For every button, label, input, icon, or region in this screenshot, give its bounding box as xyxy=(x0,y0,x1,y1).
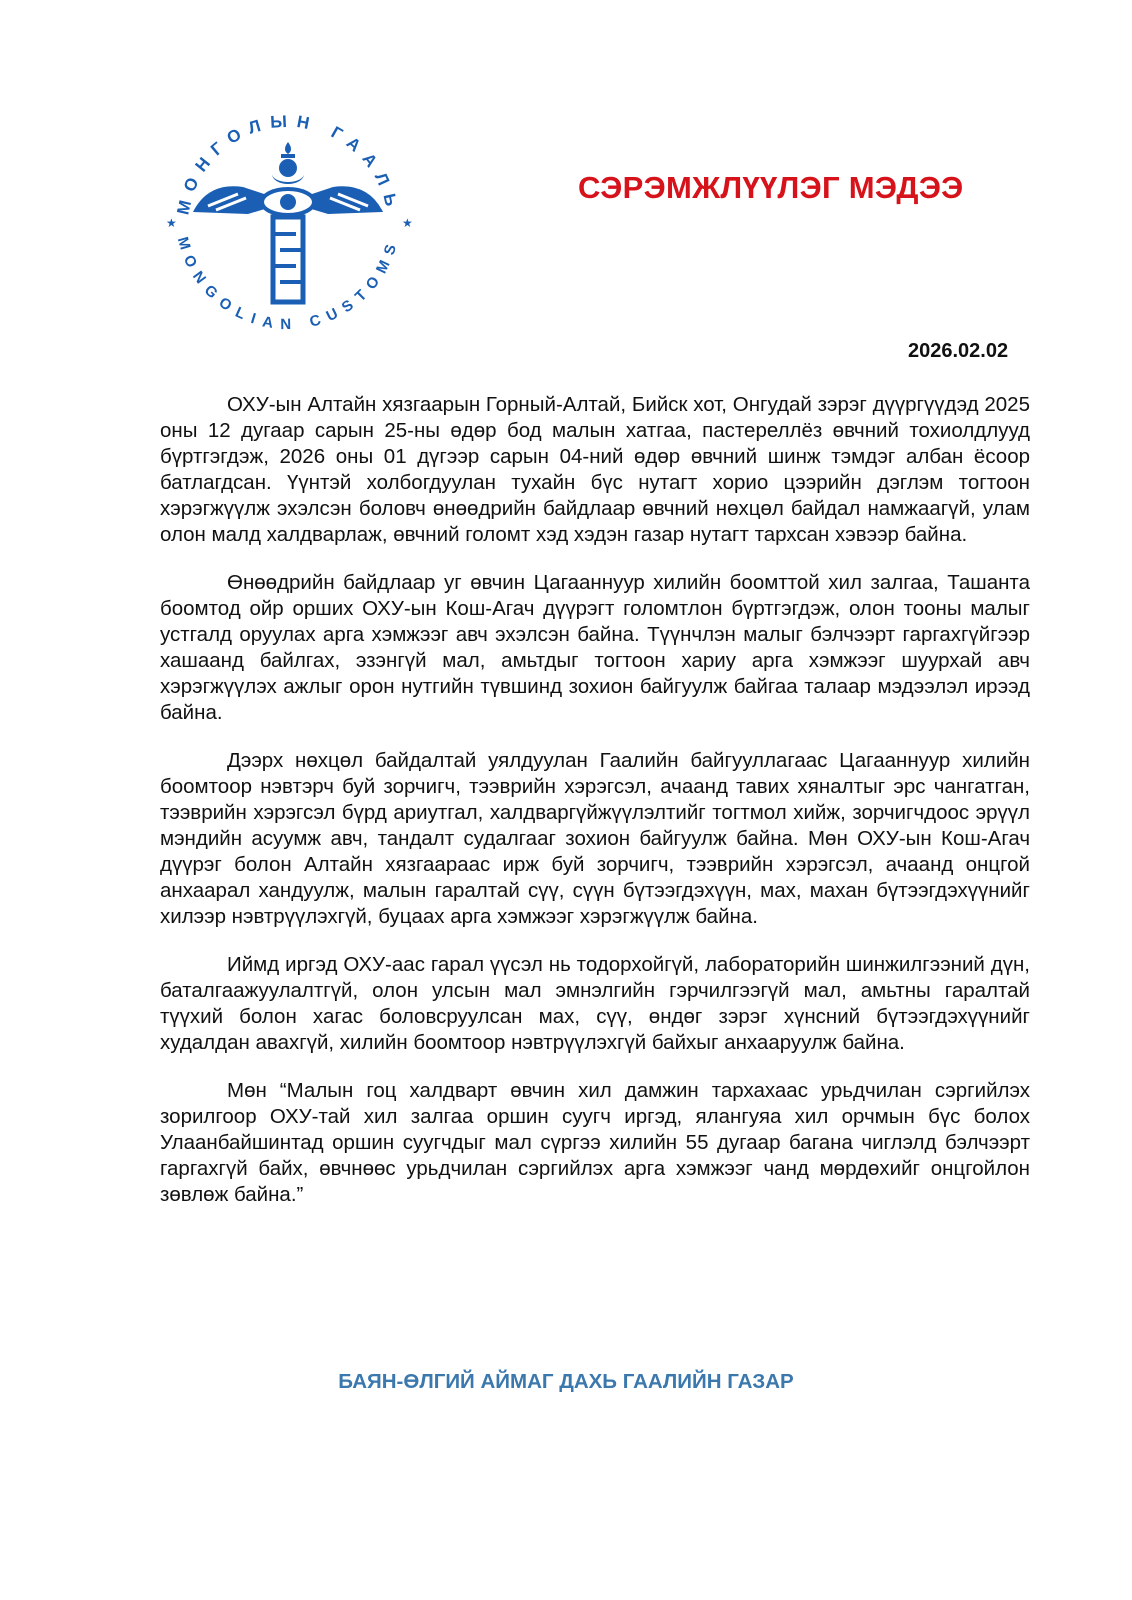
svg-text:★: ★ xyxy=(166,216,177,230)
paragraph-3: Дээрх нөхцөл байдалтай уялдуулан Гаалийн байгууллагаас Цагааннуур хилийн боомтоор нэвтэрч буй зорчигч, тээврийн хэрэгсэл, ачаанд тавих хяналтыг эрс чангатган, тээврийн хэрэгсэл бүрд ариутгал, халдваргүйжүүлэлтийг тогтмол хийж, зорчигчдоос эрүүл мэндийн асуумж авч, тандалт судалгааг зохион байгуулж байна. Мөн ОХУ-ын Кош-Агач дүүрэг болон Алтайн хязгаараас ирж буй зорчигч, тээврийн хэрэгсэл, ачаанд онцгой анхаарал хандуулж, малын гаралтай сүү, сүүн бүтээгдэхүүн, мах, махан бүтээгдэхүүнийг хилээр нэвтрүүлэхгүй, буцаах арга хэмжээг хэрэгжүүлж байна. xyxy=(160,749,1030,928)
signature-organization: БАЯН-ӨЛГИЙ АЙМАГ ДАХЬ ГААЛИЙН ГАЗАР xyxy=(338,1370,794,1393)
paragraph-2: Өнөөдрийн байдлаар уг өвчин Цагааннуур хилийн боомттой хил залгаа, Ташанта боомтод ойр орших ОХУ-ын Кош-Агач дүүрэгт голомтлон бүртгэгдэж, олон тооны малыг устгалд оруулах арга хэмжээг авч эхэлсэн байна. Түүнчлэн малыг бэлчээрт гаргахгүйгээр хашаанд байлгах, эзэнгүй мал, амьтдыг тогтоон хариу арга хэмжээг шуурхай авч хэрэгжүүлэх ажлыг орон нутгийн түвшинд зохион байгуулж байгаа талаар мэдээлэл ирээд байна. xyxy=(160,571,1030,724)
svg-text:МОНГОЛЫН ГААЛЬ: МОНГОЛЫН ГААЛЬ xyxy=(173,111,403,217)
document-body xyxy=(160,392,1030,1230)
document-date: 2026.02.02 xyxy=(908,340,1009,362)
paragraph-4: Иймд иргэд ОХУ-аас гарал үүсэл нь тодорхойгүй, лабораторийн шинжилгээний дүн, баталгаажуулалтгүй, олон улсын мал эмнэлгийн гэрчилгээгүй мал, амьтны гаралтай түүхий болон хагас боловсруулсан мах, сүү, өндөг зэрэг хүнсний бүтээгдэхүүнийг худалдан авахгүй, хилийн боомтоор нэвтрүүлэхгүй байхыг анхааруулж байна. xyxy=(160,953,1030,1054)
mongolian-customs-logo-icon xyxy=(148,102,428,337)
svg-text:★: ★ xyxy=(402,216,413,230)
paragraph-5: Мөн “Малын гоц халдварт өвчин хил дамжин тархахаас урьдчилан сэргийлэх зорилгоор ОХУ-тай хил залгаа оршин суугч иргэд, ялангуяа хил орчмын бүс болох Улаанбайшинтад оршин суугчдыг мал сүргээ хилийн 55 дугаар багана чиглэлд бэлчээрт гаргахгүй байх, өвчнөөс урьдчилан сэргийлэх арга хэмжээг чанд мөрдөхийг онцгойлон зөвлөж байна.” xyxy=(160,1079,1030,1206)
paragraph-1: ОХУ-ын Алтайн хязгаарын Горный-Алтай, Бийск хот, Онгудай зэрэг дүүргүүдэд 2025 оны 12 дугаар сарын 25-ны өдөр бод малын хатгаа, пастереллёз өвчний тохиолдлууд бүртгэгдэж, 2026 оны 01 дүгээр сарын 04-ний өдөр өвчний шинж тэмдэг албан ёсоор батлагдсан. Үүнтэй холбогдуулан тухайн бүс нутагт хорио цээрийн дэглэм тогтоон хэрэгжүүлж эхэлсэн боловч өнөөдрийн байдлаар өвчний нөхцөл байдал намжаагүй, улам олон малд халдварлаж, өвчний голомт хэд хэдэн газар нутагт тархсан хэвээр байна. xyxy=(160,393,1030,546)
svg-text:MONGOLIAN CUSTOMS: MONGOLIAN CUSTOMS xyxy=(173,234,403,334)
page-title: СЭРЭМЖЛҮҮЛЭГ МЭДЭЭ xyxy=(578,170,964,205)
